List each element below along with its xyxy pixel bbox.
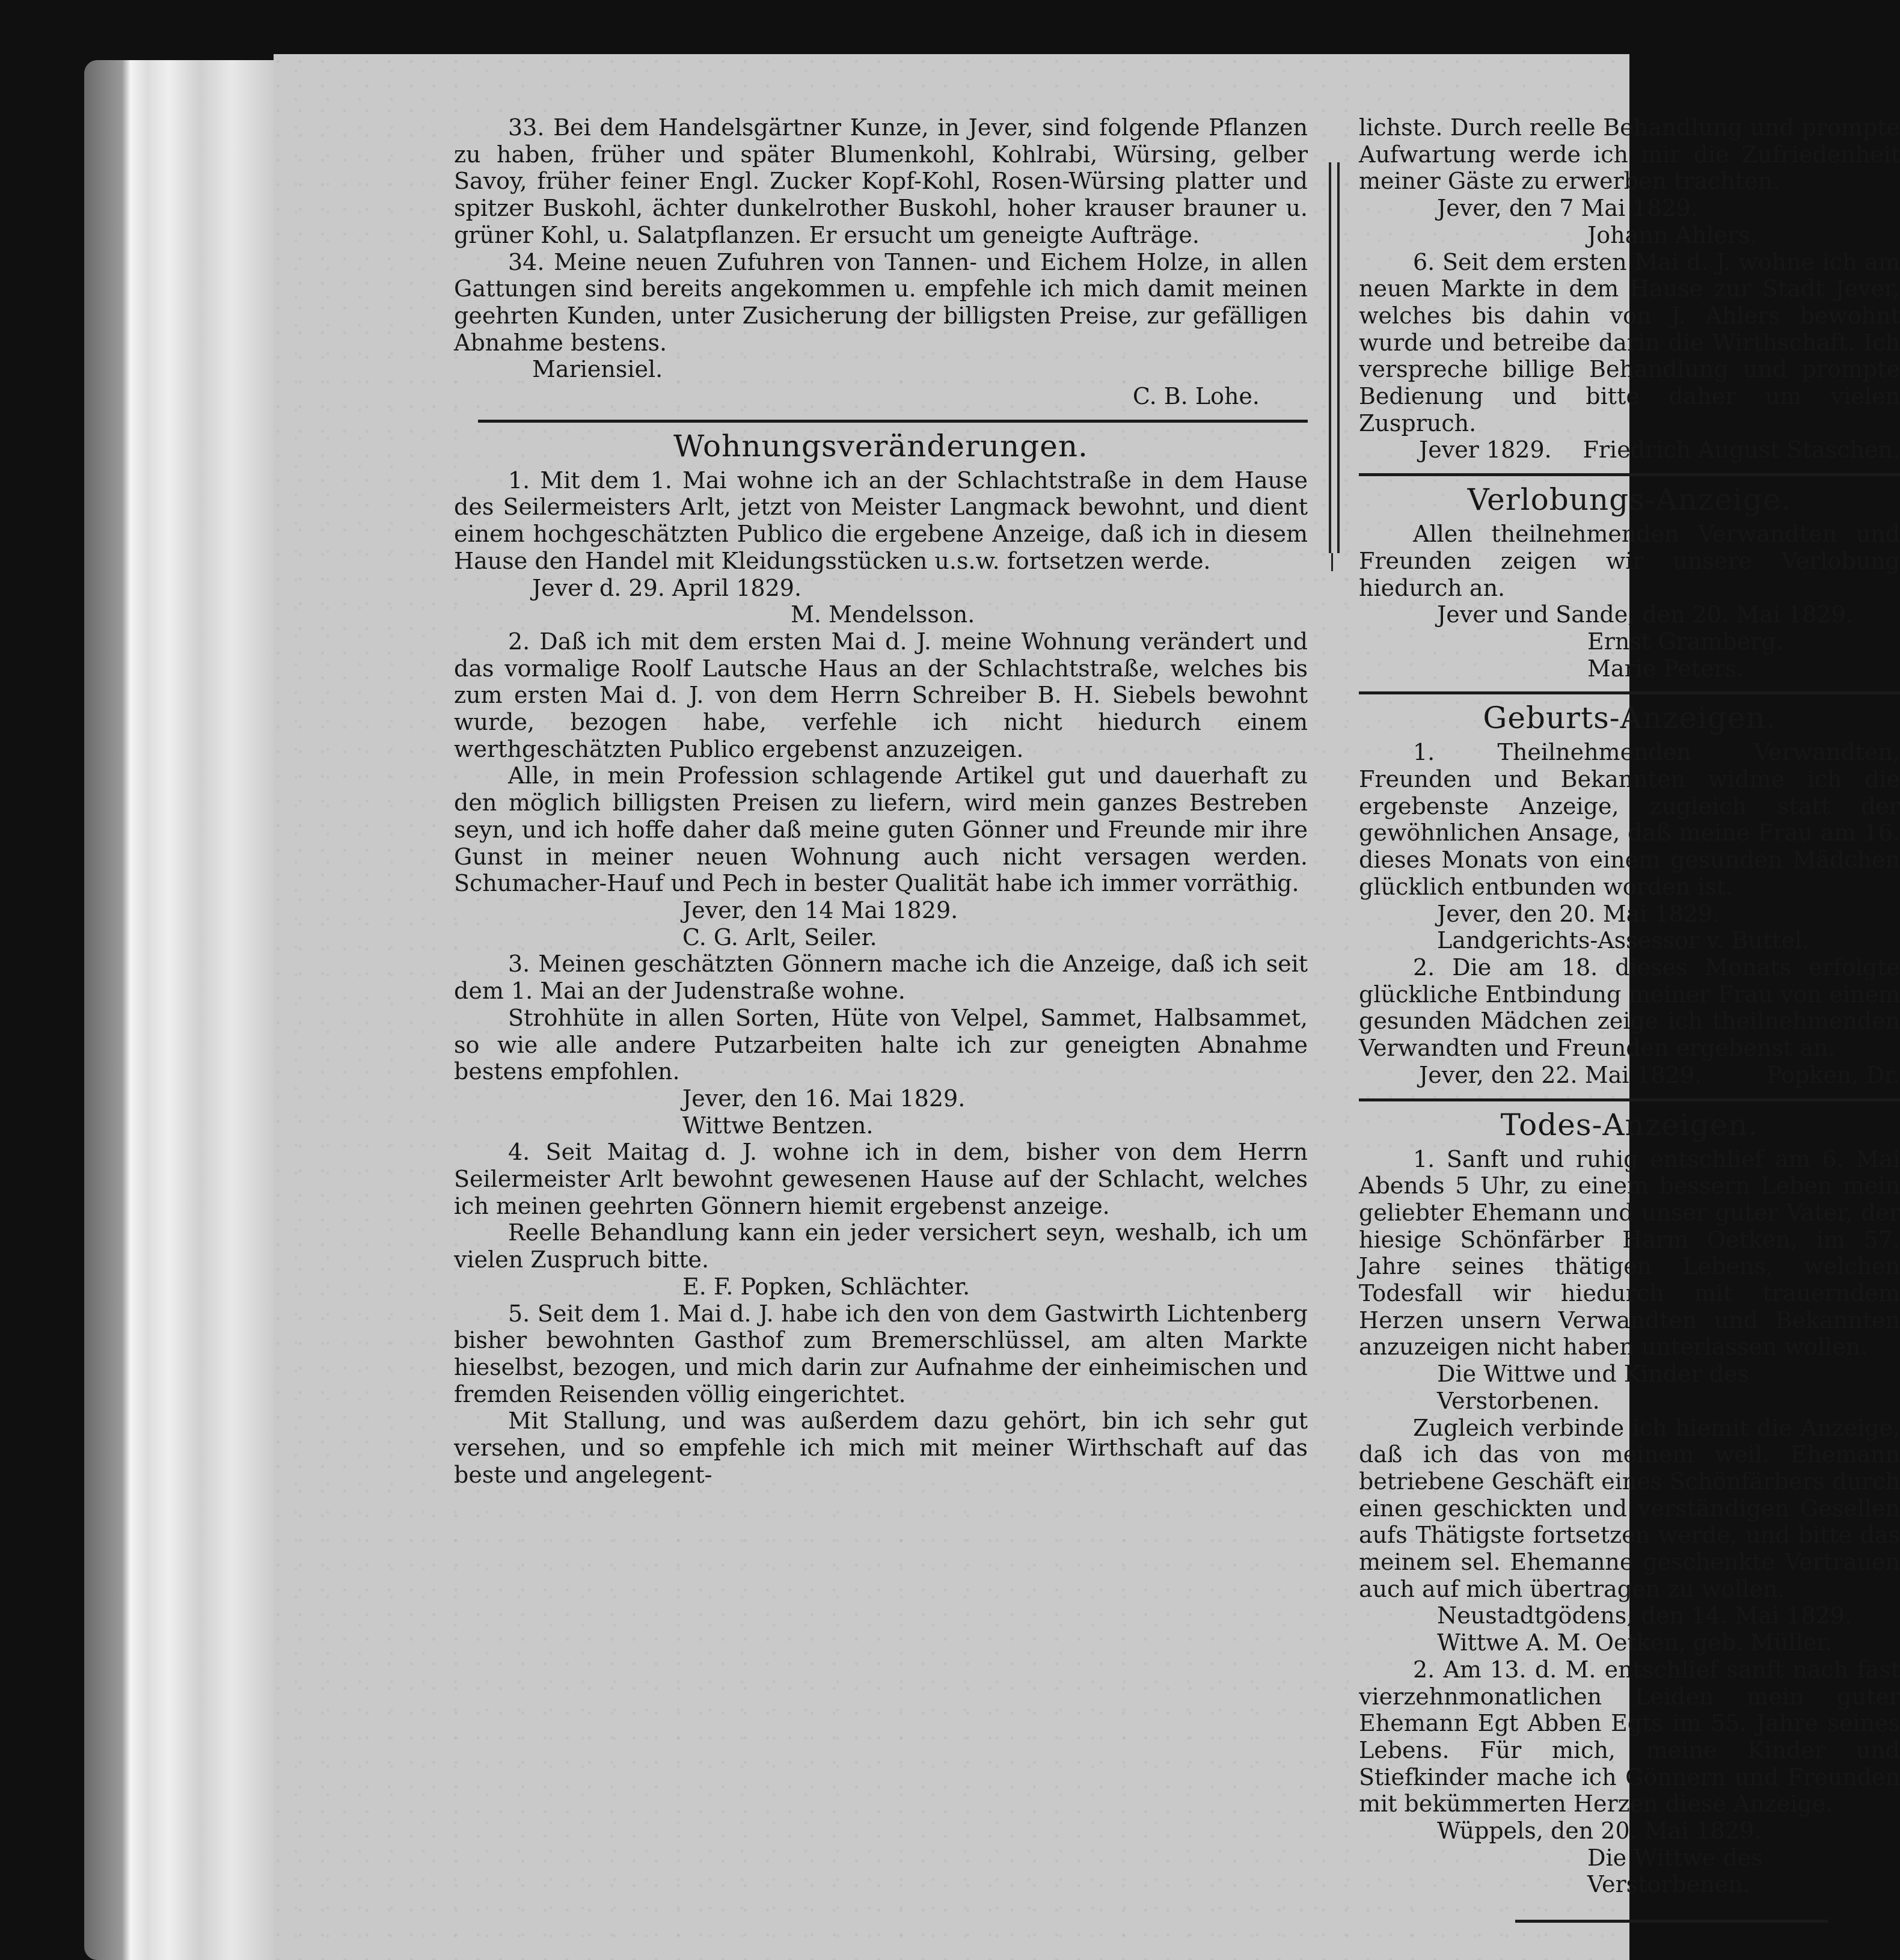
notice-3: 3. Meinen geschätzten Gönnern mache ich die Anzeige, daß ich seit dem 1. Mai an der Judenstraße wohne. [454, 951, 1308, 1005]
end-rule [1515, 1920, 1828, 1923]
notice-2-date: Jever, den 14 Mai 1829. [682, 896, 958, 923]
birth-notice-1-date: Jever, den 20. Mai 1829. [1437, 900, 1720, 927]
notice-4: 4. Seit Maitag d. J. wohne ich in dem, bisher von dem Herrn Seilermeister Arlt bewohnt gewesenen Hause auf der Schlacht, welches ich meinen geehrten Gönnern hiemit ergebenst anzeige. [454, 1139, 1308, 1219]
death-notice-1-family: Die Wittwe und Kinder des Verstorbenen. [1437, 1361, 1750, 1414]
birth-notice-2: 2. Die am 18. dieses Monats erfolgte glückliche Entbindung meiner Frau von einem gesunden Mädchen zeige ich theilnehmenden Verwandten und Freunden ergebenst an. [1359, 954, 1900, 1062]
death-notice-1-signature: Wittwe A. M. Oetken, geb. Müller. [1437, 1629, 1833, 1656]
birth-notice-1: 1. Theilnehmenden Verwandten, Freunden und Bekannten widme ich die ergebenste Anzeige, zugleich statt der gewöhnlichen Ansage, daß meine Frau am 16. dieses Monats von einem gesunden Mädchen glücklich entbunden worden ist. [1359, 739, 1900, 900]
book-spine-edge [84, 60, 295, 1960]
notice-4-signature: E. F. Popken, Schlächter. [682, 1273, 970, 1300]
notice-3-signature: Wittwe Bentzen. [682, 1112, 874, 1139]
notice-6-signature: Friedrich August Staschen. [1583, 436, 1900, 464]
notice-6-footer [1359, 436, 1900, 464]
ad-34-signature: C. B. Lohe. [1132, 383, 1260, 410]
notice-4-cont: Reelle Behandlung kann ein jeder versichert seyn, weshalb, ich um vielen Zuspruch bitte. [454, 1219, 1308, 1273]
notice-5: 5. Seit dem 1. Mai d. J. habe ich den von dem Gastwirth Lichtenberg bisher bewohnten Gasthof zum Bremerschlüssel, am alten Markte hieselbst, bezogen, und mich darin zur Aufnahme der einheimischen und fremden Reisenden völlig eingerichtet. [454, 1300, 1308, 1407]
notice-6: 6. Seit dem ersten Mai d. J. wohne ich am neuen Markte in dem Hause zur Stadt Jever, welches bis dahin von J. Ahlers bewohnt wurde und betreibe darin die Wirthschaft. Ich verspreche billige Behandlung und prompte Bedienung und bitte daher um vielen Zuspruch. [1359, 248, 1900, 436]
section-rule [478, 420, 1308, 423]
notice-3-date: Jever, den 16. Mai 1829. [682, 1085, 966, 1112]
birth-notice-1-signature: Landgerichts-Assessor v. Buttel. [1437, 927, 1810, 954]
death-notice-1: 1. Sanft und ruhig entschlief am 6. Mai Abends 5 Uhr, zu einem bessern Leben mein geliebter Ehemann und unser guter Vater, der hiesige Schönfärber Harm Oetken, im 57. Jahre seines thätigen Lebens, welchen Todesfall wir hiedurch mit trauerndem Herzen unsern Verwandten und Bekannten anzuzeigen nicht haben unterlassen wollen. [1359, 1145, 1900, 1361]
death-notice-2: 2. Am 13. d. M. entschlief sanft nach fast vierzehnmonatlichen Leiden mein guter Ehemann Egt Abben Egts im 55. Jahre seines Lebens. Für mich, meine Kinder und Stiefkinder mache ich Gönnern und Freunden mit bekümmerten Herzen diese Anzeige. [1359, 1656, 1900, 1818]
newspaper-page [274, 54, 1900, 1960]
engagement-name-2: Marie Peters. [1587, 655, 1744, 682]
section-rule [1359, 1098, 1900, 1101]
engagement-name-1: Ernst Gramberg. [1587, 628, 1783, 655]
section-title-wohnung: Wohnungsveränderungen. [673, 428, 1088, 464]
notice-1: 1. Mit dem 1. Mai wohne ich an der Schlachtstraße in dem Hause des Seilermeisters Arlt, jetzt von Meister Langmack bewohnt, und dient einem hochgeschätzten Publico die ergebene Anzeige, daß ich in diesem Hause den Handel mit Kleidungsstücken u.s.w. fortsetzen werde. [454, 467, 1308, 574]
ad-33: 33. Bei dem Handelsgärtner Kunze, in Jever, sind folgende Pflanzen zu haben, früher und später Blumenkohl, Kohlrabi, Würsing, gelber Savoy, früher feiner Engl. Zucker Kopf-Kohl, Rosen-Würsing platter und spitzer Buskohl, ächter dunkelrother Buskohl, hoher krauser brauner u. grüner Kohl, u. Salatpflanzen. Er ersucht um geneigte Aufträge. [454, 114, 1308, 248]
notice-3-cont: Strohhüte in allen Sorten, Hüte von Velpel, Sammet, Halbsammet, so wie alle andere Putzarbeiten halte ich zur geneigten Abnahme bestens empfohlen. [454, 1004, 1308, 1085]
death-notice-2-date: Wüppels, den 20. Mai 1829. [1437, 1818, 1762, 1845]
ad-34: 34. Meine neuen Zufuhren von Tannen- und Eichem Holze, in allen Gattungen sind bereits angekommen u. empfehle ich mich damit meinen geehrten Kunden, unter Zusicherung der billigsten Preise, zur gefälligen Abnahme bestens. [454, 248, 1308, 356]
birth-notice-2-signature: Popken, Dr. [1767, 1061, 1900, 1088]
section-rule [1359, 473, 1900, 476]
death-notice-1-date: Neustadtgödens, den 14. Mai 1829. [1437, 1602, 1852, 1629]
death-notice-2-signature: Die Wittwe des Verstorbenen. [1587, 1844, 1763, 1898]
notice-2: 2. Daß ich mit dem ersten Mai d. J. meine Wohnung verändert und das vormalige Roolf Lautsche Haus an der Schlachtstraße, welches bis zum ersten Mai d. J. von dem Herrn Schreiber B. H. Siebels bewohnt wurde, bezogen habe, verfehle ich nicht hiedurch einem werthgeschätzten Publico ergebenst anzuzeigen. [454, 628, 1308, 762]
section-title-verlobung: Verlobungs-Anzeige. [1467, 482, 1792, 518]
birth-notice-2-footer [1359, 1062, 1900, 1089]
right-column [1359, 114, 1900, 1898]
notice-5-date: Jever, den 7 Mai 1829. [1437, 195, 1699, 222]
notice-1-date: Jever d. 29. April 1829. [532, 574, 802, 601]
notice-5-end: lichste. Durch reelle Behandlung und prompte Aufwartung werde ich mir die Zufriedenheit meiner Gäste zu erwerben trachten. [1359, 114, 1900, 195]
section-title-tod: Todes-Anzeigen. [1500, 1107, 1759, 1142]
notice-1-signature: M. Mendelsson. [791, 601, 975, 628]
left-column [454, 114, 1308, 1488]
column-divider-tail [1331, 553, 1333, 571]
death-notice-1-cont: Zugleich verbinde ich hiemit die Anzeige, daß ich das von meinem weil. Ehemann betriebene Geschäft eines Schönfärbers durch einen geschickten und verständigen Gesellen aufs Thätigste fortsetzen werde, und bitte das meinem sel. Ehemanne geschenkte Vertrauen auch auf mich übertragen zu wollen. [1359, 1414, 1900, 1602]
notice-2-signature: C. G. Arlt, Seiler. [682, 923, 877, 951]
engagement-date: Jever und Sande, den 20. Mai 1829. [1437, 601, 1853, 628]
section-title-geburt: Geburts-Anzeigen. [1483, 700, 1776, 736]
ad-34-place: Mariensiel. [532, 356, 663, 383]
engagement-text: Allen theilnehmenden Verwandten und Freunden zeigen wir unsere Verlobung hiedurch an. [1359, 521, 1900, 601]
notice-6-date: Jever 1829. [1419, 436, 1552, 464]
birth-notice-2-date: Jever, den 22. Mai 1829. [1419, 1061, 1702, 1088]
column-divider [1329, 162, 1340, 553]
notice-5-signature: Johann Ahlers. [1587, 221, 1758, 248]
notice-2-cont: Alle, in mein Profession schlagende Artikel gut und dauerhaft zu den möglich billigsten Preisen zu liefern, wird mein ganzes Bestreben seyn, und ich hoffe daher daß meine guten Gönner und Freunde mir ihre Gunst in meiner neuen Wohnung auch nicht versagen werden. Schumacher-Hauf und Pech in bester Qualität habe ich immer vorräthig. [454, 762, 1308, 897]
section-rule [1359, 691, 1900, 694]
notice-5-cont: Mit Stallung, und was außerdem dazu gehört, bin ich sehr gut versehen, und so empfehle ich mich mit meiner Wirthschaft auf das beste und angelegent- [454, 1407, 1308, 1488]
